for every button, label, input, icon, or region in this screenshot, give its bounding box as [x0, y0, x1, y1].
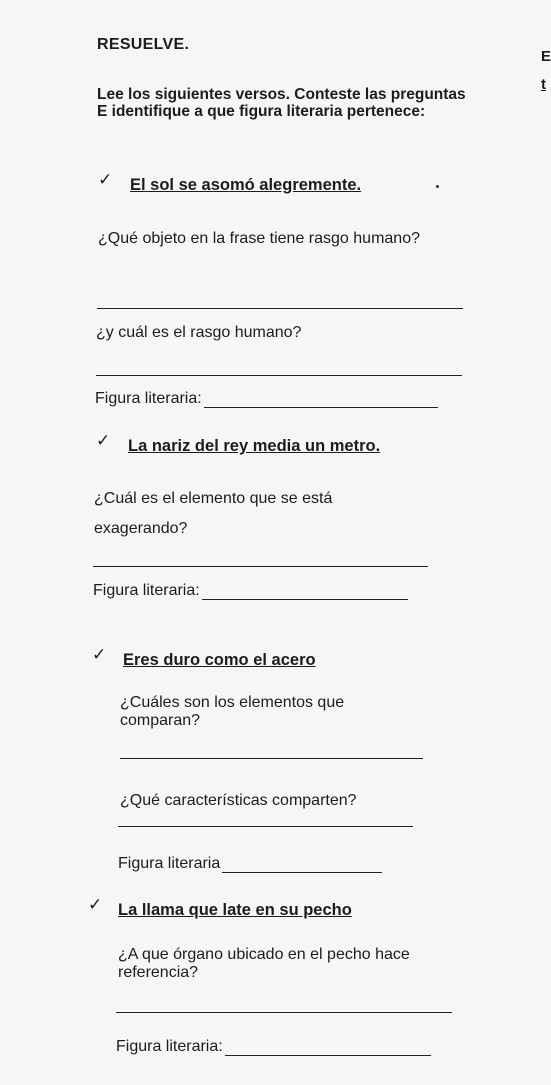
- figure-label: Figura literaria: [118, 855, 221, 872]
- item-2-figure-field: [93, 582, 408, 600]
- item-1-question-2: ¿y cuál es el rasgo humano?: [96, 324, 302, 341]
- figure-answer-line[interactable]: [204, 391, 438, 408]
- check-icon: ✓: [98, 170, 113, 189]
- item-1-question-1: ¿Qué objeto en la frase tiene rasgo humano?: [98, 230, 420, 247]
- item-3-figure-field: [118, 855, 382, 873]
- item-3-question-1: ¿Cuáles son los elementos que comparan?: [120, 694, 345, 729]
- figure-answer-line[interactable]: [225, 1039, 431, 1056]
- item-4-heading: La llama que late en su pecho: [118, 901, 352, 919]
- page-title: RESUELVE.: [97, 36, 190, 53]
- item-2-heading: La nariz del rey media un metro.: [128, 437, 381, 455]
- check-icon: ✓: [96, 431, 111, 450]
- item-4-figure-field: [116, 1038, 431, 1056]
- item-3-heading: Eres duro como el acero: [123, 651, 316, 669]
- item-3-question-2: ¿Qué características comparten?: [120, 792, 357, 809]
- ink-speck: [436, 185, 439, 188]
- item-2-question-1: ¿Cuál es el elemento que se está exagerando?: [94, 490, 333, 537]
- answer-line[interactable]: [118, 826, 413, 827]
- item-1-figure-field: [95, 390, 438, 408]
- answer-line[interactable]: [120, 758, 423, 759]
- answer-line[interactable]: [97, 308, 463, 309]
- edge-fragment-top: E: [541, 48, 551, 65]
- instructions: Lee los siguientes versos. Conteste las preguntas E identifique a que figura literaria pertenece:: [97, 86, 466, 120]
- check-icon: ✓: [88, 895, 103, 914]
- figure-answer-line[interactable]: [222, 856, 382, 873]
- figure-answer-line[interactable]: [202, 583, 408, 600]
- answer-line[interactable]: [116, 1012, 452, 1013]
- edge-fragment-bottom: t: [541, 76, 546, 93]
- answer-line[interactable]: [96, 375, 462, 376]
- figure-label: Figura literaria:: [93, 582, 200, 599]
- answer-line[interactable]: [93, 566, 428, 567]
- figure-label: Figura literaria:: [116, 1038, 223, 1055]
- check-icon: ✓: [92, 645, 107, 664]
- item-4-question-1: ¿A que órgano ubicado en el pecho hace referencia?: [118, 946, 410, 981]
- figure-label: Figura literaria:: [95, 390, 202, 407]
- item-1-heading: El sol se asomó alegremente.: [130, 176, 362, 194]
